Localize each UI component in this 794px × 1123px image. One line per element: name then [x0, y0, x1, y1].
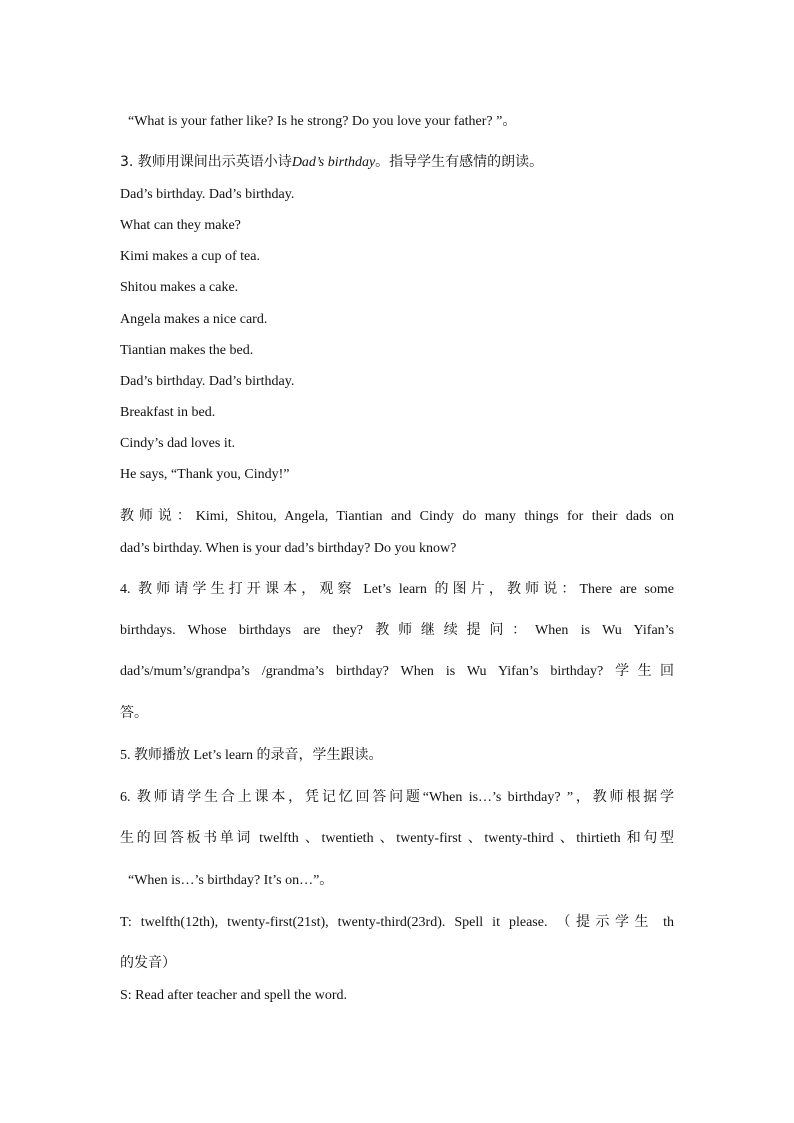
step-4-line: 4. 教师请学生打开课本，观察 Let’s learn 的图片，教师说：There are some: [120, 582, 674, 597]
poem-line: Shitou makes a cake.: [120, 280, 239, 295]
step-3-heading: [120, 151, 543, 171]
step-3-text: 3. 教师用课间出示英语小诗: [120, 154, 292, 170]
poem-line: Breakfast in bed.: [120, 405, 216, 420]
body-line: 答。: [120, 705, 148, 721]
body-line: 生的回答板书单词 twelfth 、twentieth 、twenty-first 、twenty-third 、thirtieth 和句型: [120, 831, 674, 846]
body-line: 的发音）: [120, 955, 176, 971]
step-6-line: 6. 教师请学生合上课本，凭记忆回答问题“When is…’s birthday? ”，教师根据学: [120, 790, 674, 805]
poem-title: Dad’s birthday: [291, 155, 376, 170]
poem-line: Angela makes a nice card.: [120, 312, 268, 327]
poem-line: Kimi makes a cup of tea.: [120, 249, 260, 264]
poem-line: Dad’s birthday. Dad’s birthday.: [120, 374, 295, 389]
body-line: dad’s/mum’s/grandpa’s /grandma’s birthday? When is Wu Yifan’s birthday? 学生回: [120, 664, 674, 679]
body-line: dad’s birthday. When is your dad’s birthday? Do you know?: [120, 541, 457, 556]
poem-line: Dad’s birthday. Dad’s birthday.: [120, 187, 295, 202]
teacher-says-line: 教师说：Kimi, Shitou, Angela, Tiantian and Cindy do many things for their dads on: [120, 509, 674, 524]
step-3-text-end: 。指导学生有感情的朗读。: [375, 154, 544, 170]
poem-line: He says, “Thank you, Cindy!”: [120, 467, 290, 482]
poem-line: What can they make?: [120, 218, 241, 233]
question-line: “What is your father like? Is he strong? Do you love your father? ”。: [128, 114, 517, 129]
poem-line: Tiantian makes the bed.: [120, 343, 254, 358]
poem-line: Cindy’s dad loves it.: [120, 436, 236, 451]
student-dialogue-line: S: Read after teacher and spell the word.: [120, 988, 348, 1003]
sentence-pattern-line: “When is…’s birthday? It’s on…”。: [128, 873, 334, 888]
step-5-line: 5. 教师播放 Let’s learn 的录音，学生跟读。: [120, 748, 383, 763]
body-line: birthdays. Whose birthdays are they? 教师继续提问：When is Wu Yifan’s: [120, 623, 674, 638]
teacher-dialogue-line: T: twelfth(12th), twenty-first(21st), twenty-third(23rd). Spell it please. （提示学生 th: [120, 915, 674, 930]
